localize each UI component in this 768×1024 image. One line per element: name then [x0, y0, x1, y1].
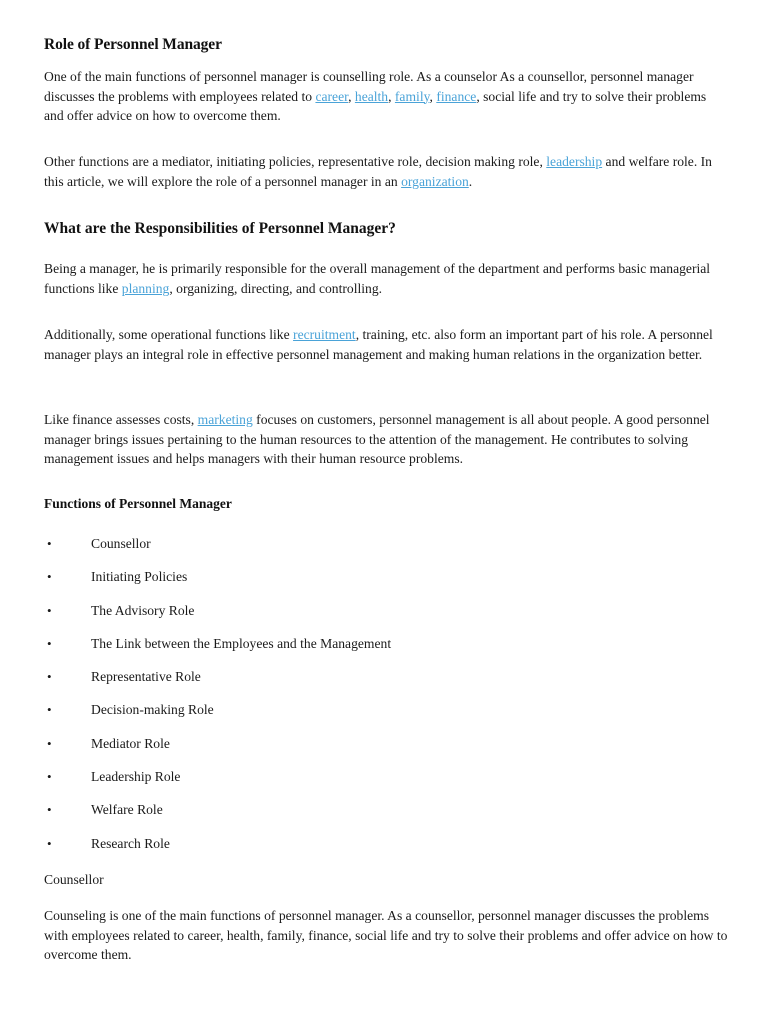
- list-item-label: The Advisory Role: [91, 602, 195, 618]
- text-run: , social life and try to solve their problems and offer advice on how to overcome them.: [44, 88, 707, 123]
- bullet-icon: •: [47, 669, 52, 685]
- text-run: Additionally, some operational functions like: [44, 327, 294, 342]
- list-item-label: Representative Role: [91, 669, 201, 685]
- text-run: Like finance assesses costs,: [44, 412, 198, 427]
- list-item: [44, 767, 728, 800]
- list-item: [44, 601, 728, 634]
- list-item: [44, 534, 728, 567]
- intro-paragraph: [44, 67, 728, 126]
- bullet-icon: •: [47, 602, 52, 618]
- operational-paragraph: [44, 325, 728, 364]
- link-health[interactable]: health: [354, 88, 389, 104]
- link-recruitment[interactable]: recruitment: [293, 327, 356, 342]
- text-run: ,: [348, 88, 355, 104]
- text-run: ,: [429, 88, 437, 104]
- text-run: ,: [388, 88, 395, 104]
- list-item-label: Initiating Policies: [91, 569, 188, 585]
- bullet-icon: •: [47, 702, 52, 718]
- list-item: [44, 667, 728, 700]
- list-item-label: Decision-making Role: [91, 702, 214, 718]
- functions-heading: Functions of Personnel Manager: [44, 496, 232, 511]
- bullet-icon: •: [47, 835, 52, 851]
- link-planning[interactable]: planning: [121, 280, 170, 296]
- list-item-label: Research Role: [91, 835, 170, 851]
- counseling-paragraph: Counseling is one of the main functions of personnel manager. As a counsellor, personnel manager discusses the problems with employees related to career, health, family, finance, social life and try to solve their problems and offer advice on how to overcome them.: [44, 908, 728, 962]
- functions-list: [44, 534, 728, 867]
- text-run: , organizing, directing, and controlling.: [169, 280, 383, 296]
- list-item: [44, 634, 728, 667]
- list-item: [44, 734, 728, 767]
- link-career[interactable]: career: [315, 88, 349, 104]
- people-paragraph: [44, 410, 728, 469]
- manager-paragraph: [44, 259, 728, 298]
- text-run: and welfare role. In this article, we will explore the role of a personnel manager in an: [44, 154, 712, 189]
- text-run: One of the main functions of personnel manager is counselling role. As a counselor As a counsellor, personnel manager discusses the problems with employees related to: [44, 69, 694, 104]
- text-run: , training, etc. also form an important part of his role. A personnel manager plays an integral role in effective personnel management and making human relations in the organization better.: [44, 327, 713, 362]
- link-leadership[interactable]: leadership: [546, 154, 603, 169]
- list-item-label: The Link between the Employees and the Management: [91, 635, 392, 651]
- link-finance[interactable]: finance: [436, 88, 477, 104]
- bullet-icon: •: [47, 536, 52, 551]
- text-run: Other functions are a mediator, initiating policies, representative role, decision making role,: [44, 154, 547, 169]
- counsellor-subheading: Counsellor: [44, 872, 104, 887]
- list-item: [44, 834, 728, 867]
- link-marketing[interactable]: marketing: [197, 412, 253, 427]
- text-run: Being a manager, he is primarily responsible for the overall management of the department and performs basic managerial functions like: [44, 261, 711, 296]
- list-item-label: Welfare Role: [91, 802, 163, 818]
- link-family[interactable]: family: [394, 88, 430, 104]
- page-title: Role of Personnel Manager: [44, 36, 222, 53]
- bullet-icon: •: [47, 735, 52, 751]
- bullet-icon: •: [47, 769, 52, 785]
- other-functions-paragraph: [44, 152, 728, 191]
- list-item-label: Leadership Role: [91, 769, 181, 785]
- bullet-icon: •: [47, 802, 52, 818]
- text-run: focuses on customers, personnel management is all about people. A good personnel manager brings issues pertaining to the human resources to the attention of the management. He contributes to solving management issues and helps managers with their human resource problems.: [44, 412, 710, 466]
- responsibilities-heading: What are the Responsibilities of Personnel Manager?: [44, 220, 396, 237]
- list-item: [44, 800, 728, 833]
- text-run: .: [468, 173, 473, 189]
- list-item-label: Counsellor: [91, 536, 151, 551]
- link-organization[interactable]: organization: [401, 173, 469, 189]
- bullet-icon: •: [47, 635, 52, 651]
- bullet-icon: •: [47, 569, 52, 585]
- list-item: [44, 700, 728, 733]
- list-item-label: Mediator Role: [91, 735, 170, 751]
- list-item: [44, 567, 728, 600]
